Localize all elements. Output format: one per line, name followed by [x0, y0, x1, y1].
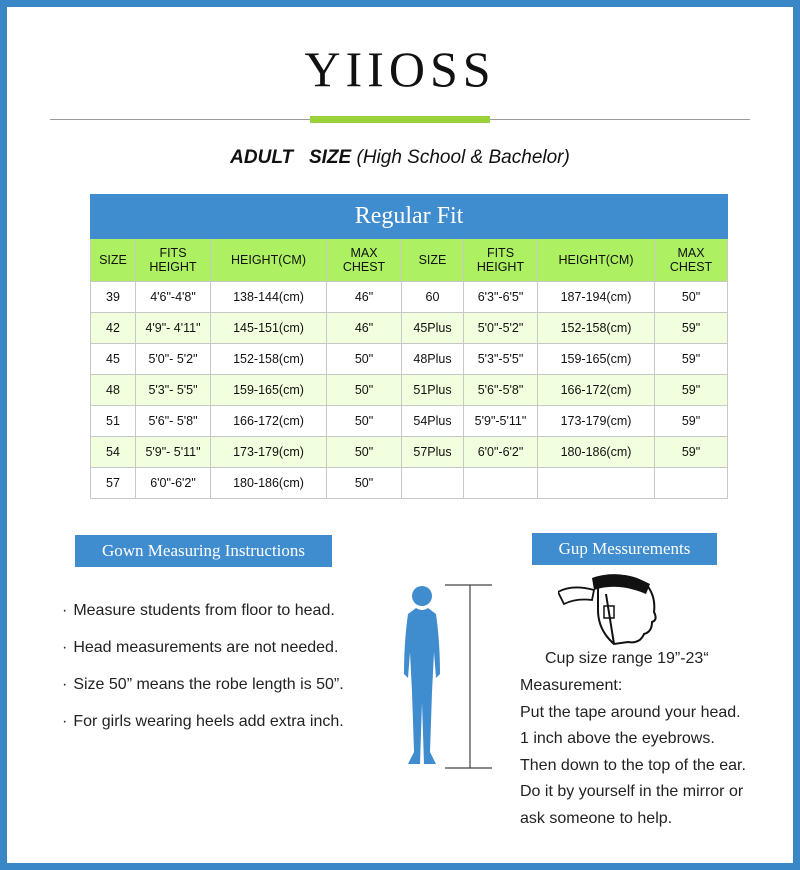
gup-instruction-line: ask someone to help.: [520, 809, 673, 827]
table-cell: 57Plus: [402, 437, 464, 468]
table-cell: [538, 468, 655, 499]
table-cell: 45Plus: [402, 313, 464, 344]
table-cell: 159-165(cm): [211, 375, 327, 406]
list-item-text: For girls wearing heels add extra inch.: [73, 713, 344, 730]
table-cell: 59": [655, 313, 728, 344]
table-cell: 5'9"-5'11": [464, 406, 538, 437]
list-item: [62, 713, 344, 750]
table-cell: 5'9"- 5'11": [136, 437, 211, 468]
subtitle: [0, 147, 800, 169]
table-cell: 5'6"-5'8": [464, 375, 538, 406]
table-cell: [402, 468, 464, 499]
table-cell: 54Plus: [402, 406, 464, 437]
divider-accent: [310, 116, 490, 123]
gown-instructions-heading: Gown Measuring Instructions: [75, 535, 332, 567]
table-row: [91, 282, 728, 313]
table-cell: 180-186(cm): [211, 468, 327, 499]
table-cell: 50": [327, 437, 402, 468]
bullet-icon: ·: [62, 602, 68, 619]
table-header-cell: MAX CHEST: [655, 239, 728, 282]
gup-instruction-line: Then down to the top of the ear.: [520, 756, 746, 774]
table-cell: 50": [327, 375, 402, 406]
brand-title: YIIOSS: [304, 41, 496, 97]
table-cell: 46": [327, 313, 402, 344]
table-row: [91, 313, 728, 344]
table-cell: 145-151(cm): [211, 313, 327, 344]
cup-size-range: Cup size range 19”-23“: [545, 650, 709, 667]
table-cell: 5'0"-5'2": [464, 313, 538, 344]
table-cell: 59": [655, 375, 728, 406]
table-cell: 45: [91, 344, 136, 375]
table-row: [91, 375, 728, 406]
person-silhouette-icon: [400, 582, 500, 772]
gup-instruction-line: Put the tape around your head.: [520, 703, 741, 721]
table-cell: 152-158(cm): [538, 313, 655, 344]
table-cell: 59": [655, 406, 728, 437]
table-cell: 6'0"-6'2": [136, 468, 211, 499]
table-cell: 39: [91, 282, 136, 313]
table-cell: 60: [402, 282, 464, 313]
table-cell: 48Plus: [402, 344, 464, 375]
table-cell: [655, 468, 728, 499]
table-body: [91, 282, 728, 499]
table-header-cell: MAX CHEST: [327, 239, 402, 282]
table-cell: 50": [327, 468, 402, 499]
list-item-text: Measure students from floor to head.: [73, 602, 335, 619]
table-cell: [464, 468, 538, 499]
list-item: [62, 602, 344, 639]
subtitle-rest: (High School & Bachelor): [356, 147, 570, 168]
table-header-cell: HEIGHT(CM): [211, 239, 327, 282]
list-item-text: Head measurements are not needed.: [73, 639, 339, 656]
table-cell: 59": [655, 344, 728, 375]
table-cell: 48: [91, 375, 136, 406]
table-row: [91, 437, 728, 468]
table-cell: 57: [91, 468, 136, 499]
table-cell: 6'0"-6'2": [464, 437, 538, 468]
table-title: Regular Fit: [91, 195, 728, 239]
table-cell: 159-165(cm): [538, 344, 655, 375]
table-cell: 173-179(cm): [538, 406, 655, 437]
bullet-icon: ·: [62, 713, 68, 730]
table-cell: 187-194(cm): [538, 282, 655, 313]
table-cell: 166-172(cm): [211, 406, 327, 437]
bullet-icon: ·: [62, 639, 68, 656]
bullet-icon: ·: [62, 676, 68, 693]
subtitle-bold: ADULT SIZE: [230, 147, 352, 168]
table-cell: 166-172(cm): [538, 375, 655, 406]
gup-instruction-line: 1 inch above the eyebrows.: [520, 730, 715, 747]
table-cell: 173-179(cm): [211, 437, 327, 468]
table-cell: 50": [327, 406, 402, 437]
head-tape-measure-icon: [558, 570, 668, 648]
table-header-cell: SIZE: [91, 239, 136, 282]
table-header-cell: HEIGHT(CM): [538, 239, 655, 282]
table-header-cell: FITS HEIGHT: [464, 239, 538, 282]
table-cell: 152-158(cm): [211, 344, 327, 375]
table-header-cell: FITS HEIGHT: [136, 239, 211, 282]
gup-instruction-line: Do it by yourself in the mirror or: [520, 783, 744, 800]
gup-measurements-heading: Gup Messurements: [532, 533, 717, 565]
list-item: [62, 676, 344, 713]
gup-instructions: [520, 677, 746, 836]
table-cell: 5'0"- 5'2": [136, 344, 211, 375]
table-row: [91, 344, 728, 375]
table-cell: 50": [327, 344, 402, 375]
list-item-text: Size 50” means the robe length is 50”.: [73, 676, 344, 693]
size-chart-table: [90, 194, 728, 499]
gup-instruction-line: Measurement:: [520, 677, 623, 694]
table-row: [91, 468, 728, 499]
table-cell: 180-186(cm): [538, 437, 655, 468]
table-cell: 5'3"-5'5": [464, 344, 538, 375]
table-cell: 4'6"-4'8": [136, 282, 211, 313]
table-cell: 138-144(cm): [211, 282, 327, 313]
table-cell: 5'3"- 5'5": [136, 375, 211, 406]
table-cell: 4'9"- 4'11": [136, 313, 211, 344]
table-header-cell: SIZE: [402, 239, 464, 282]
table-cell: 51Plus: [402, 375, 464, 406]
table-cell: 42: [91, 313, 136, 344]
gown-instructions-list: [62, 602, 344, 750]
table-cell: 51: [91, 406, 136, 437]
list-item: [62, 639, 344, 676]
table-cell: 6'3"-6'5": [464, 282, 538, 313]
table-row: [91, 406, 728, 437]
table-cell: 46": [327, 282, 402, 313]
table-cell: 59": [655, 437, 728, 468]
table-cell: 50": [655, 282, 728, 313]
table-cell: 5'6"- 5'8": [136, 406, 211, 437]
table-cell: 54: [91, 437, 136, 468]
table-header-row: [91, 239, 728, 282]
